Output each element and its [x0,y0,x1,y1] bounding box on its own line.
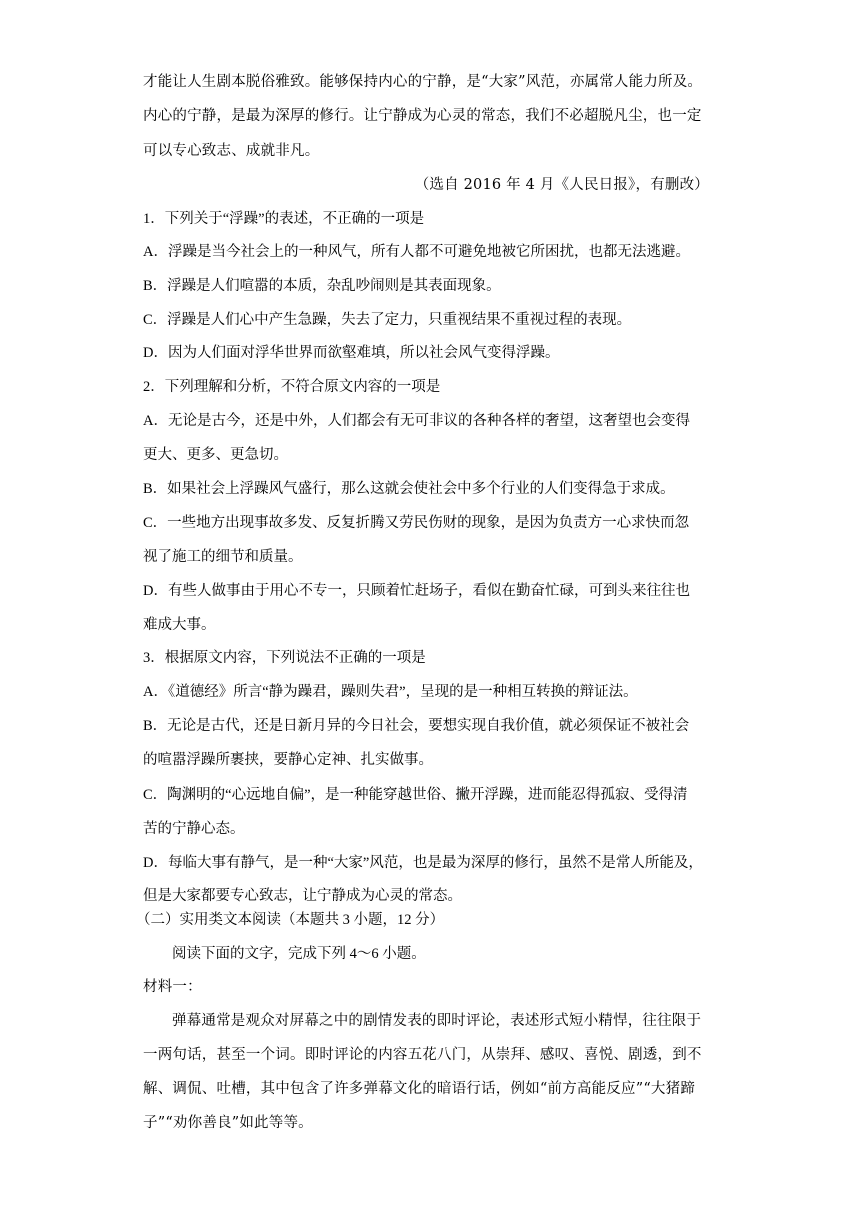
question-1-option-a: A．浮躁是当今社会上的一种风气，所有人都不可避免地被它所困扰，也都无法逃避。 [143,244,690,260]
question-1-option-d: D．因为人们面对浮华世界而欲壑难填，所以社会风气变得浮躁。 [143,345,560,361]
question-2-option-b: B．如果社会上浮躁风气盛行，那么这就会使社会中多个行业的人们变得急于求成。 [143,481,675,497]
question-2-option-a-line-1: A．无论是古今，还是中外，人们都会有无可非议的各种各样的奢望，这奢望也会变得 [143,413,690,429]
question-2-option-a-line-2: 更大、更多、更急切。 [143,447,288,463]
question-3-option-b-line-1: B．无论是古代，还是日新月异的今日社会，要想实现自我价值，就必须保证不被社会 [143,718,690,734]
question-1-stem: 1．下列关于“浮躁”的表述，不正确的一项是 [143,211,425,227]
question-1-option-b: B．浮躁是人们喧嚣的本质，杂乱吵闹则是其表面现象。 [143,278,501,294]
question-3-option-c-line-1: C．陶渊明的“心远地自偏”，是一种能穿越世俗、撇开浮躁，进而能忍得孤寂、受得清 [143,787,688,803]
question-3-stem: 3．根据原文内容，下列说法不正确的一项是 [143,650,426,666]
question-2-option-d-line-2: 难成大事。 [143,617,216,633]
source-citation: （选自 2016 年 4 月《人民日报》，有删改） [414,177,709,193]
passage-line-2: 内心的宁静，是最为深厚的修行。让宁静成为心灵的常态，我们不必超脱凡尘，也一定 [143,108,702,124]
question-3-option-a: A．《道德经》所言“静为躁君，躁则失君”，呈现的是一种相互转换的辩证法。 [143,684,638,700]
question-3-option-d-line-1: D．每临大事有静气，是一种“大家”风范，也是最为深厚的修行，虽然不是常人所能及， [143,855,703,871]
question-2-option-c-line-2: 视了施工的细节和质量。 [143,549,303,565]
material-1-line-3: 解、调侃、吐槽，其中包含了许多弹幕文化的暗语行话，例如“前方高能反应”“大猪蹄 [143,1081,696,1097]
material-1-line-2: 一两句话，甚至一个词。即时评论的内容五花八门，从崇拜、感叹、喜悦、剧透，到不 [143,1047,702,1063]
material-1-label: 材料一： [143,979,202,995]
question-2-option-d-line-1: D．有些人做事由于用心不专一，只顾着忙赶场子，看似在勤奋忙碌，可到头来往往也 [143,583,690,599]
question-3-option-b-line-2: 的喧嚣浮躁所裹挟，要静心定神、扎实做事。 [143,752,433,768]
material-1-line-1: 弹幕通常是观众对屏幕之中的剧情发表的即时评论，表述形式短小精悍，往往限于 [172,1013,702,1029]
material-1-line-4: 子”“劝你善良”如此等等。 [143,1115,313,1131]
section-2-instruction: 阅读下面的文字，完成下列 4～6 小题。 [172,946,426,962]
question-3-option-d-line-2: 但是大家都要专心致志，让宁静成为心灵的常态。 [143,888,462,904]
passage-line-3: 可以专心致志、成就非凡。 [143,143,320,159]
question-3-option-c-line-2: 苦的宁静心态。 [143,821,245,837]
question-2-option-c-line-1: C．一些地方出现事故多发、反复折腾又劳民伤财的现象，是因为负责方一心求快而忽 [143,515,690,531]
question-1-option-c: C．浮躁是人们心中产生急躁，失去了定力，只重视结果不重视过程的表现。 [143,312,632,328]
question-2-stem: 2．下列理解和分析，不符合原文内容的一项是 [143,379,441,395]
passage-line-1: 才能让人生剧本脱俗雅致。能够保持内心的宁静，是“大家”风范，亦属常人能力所及。 [143,74,703,90]
section-2-heading: （二）实用类文本阅读（本题共 3 小题，12 分） [136,912,445,928]
